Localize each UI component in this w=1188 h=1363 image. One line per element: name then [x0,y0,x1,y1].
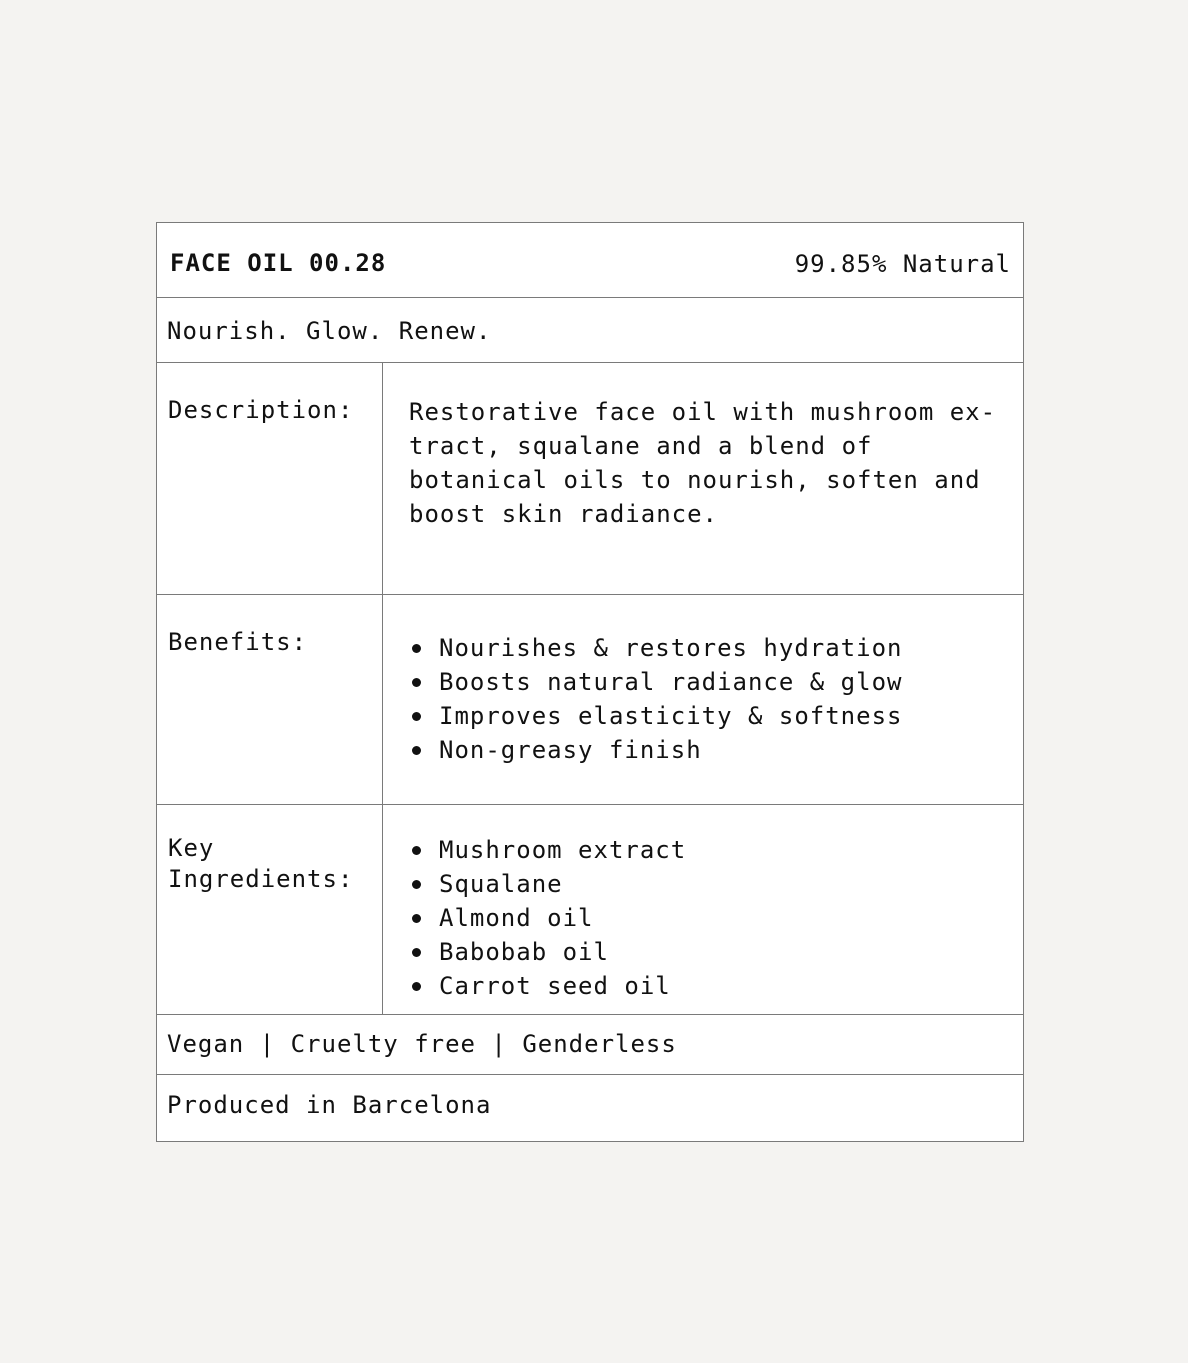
benefits-value-cell [409,595,1003,804]
ingredient-item: Squalane [409,867,686,901]
product-label-card [156,222,1024,1142]
ingredient-item: Mushroom extract [409,833,686,867]
ingredients-list [409,833,686,1003]
ingredient-item: Carrot seed oil [409,969,686,1003]
benefits-row [157,595,1023,805]
tagline: Nourish. Glow. Renew. [167,317,492,345]
label-header-row [157,223,1023,298]
attributes-row [157,1015,1023,1075]
ingredients-row [157,805,1023,1015]
origin-text: Produced in Barcelona [167,1091,492,1119]
natural-percentage: 99.85% Natural [794,250,1011,278]
product-name: FACE OIL 00.28 [170,249,387,277]
ingredients-label: Key Ingredients: [168,834,354,893]
description-value-cell [409,363,1003,594]
description-label: Description: [168,396,354,424]
benefits-list [409,631,902,767]
benefit-item: Boosts natural radiance & glow [409,665,902,699]
benefits-label: Benefits: [168,628,308,656]
benefit-item: Non-greasy finish [409,733,902,767]
description-label-cell [157,363,383,594]
ingredient-item: Babobab oil [409,935,686,969]
origin-row [157,1075,1023,1141]
description-text: Restorative face oil with mushroom ex-tract, squalane and a blend of botanical oils to nourish, soften and boost skin radiance. [409,398,997,528]
product-attributes: Vegan | Cruelty free | Genderless [167,1030,677,1058]
description-row [157,363,1023,595]
benefit-item: Nourishes & restores hydration [409,631,902,665]
tagline-row [157,298,1023,363]
ingredient-item: Almond oil [409,901,686,935]
benefits-label-cell [157,595,383,804]
benefit-item: Improves elasticity & softness [409,699,902,733]
ingredients-value-cell [409,805,1003,1014]
ingredients-label-cell [157,805,383,1014]
